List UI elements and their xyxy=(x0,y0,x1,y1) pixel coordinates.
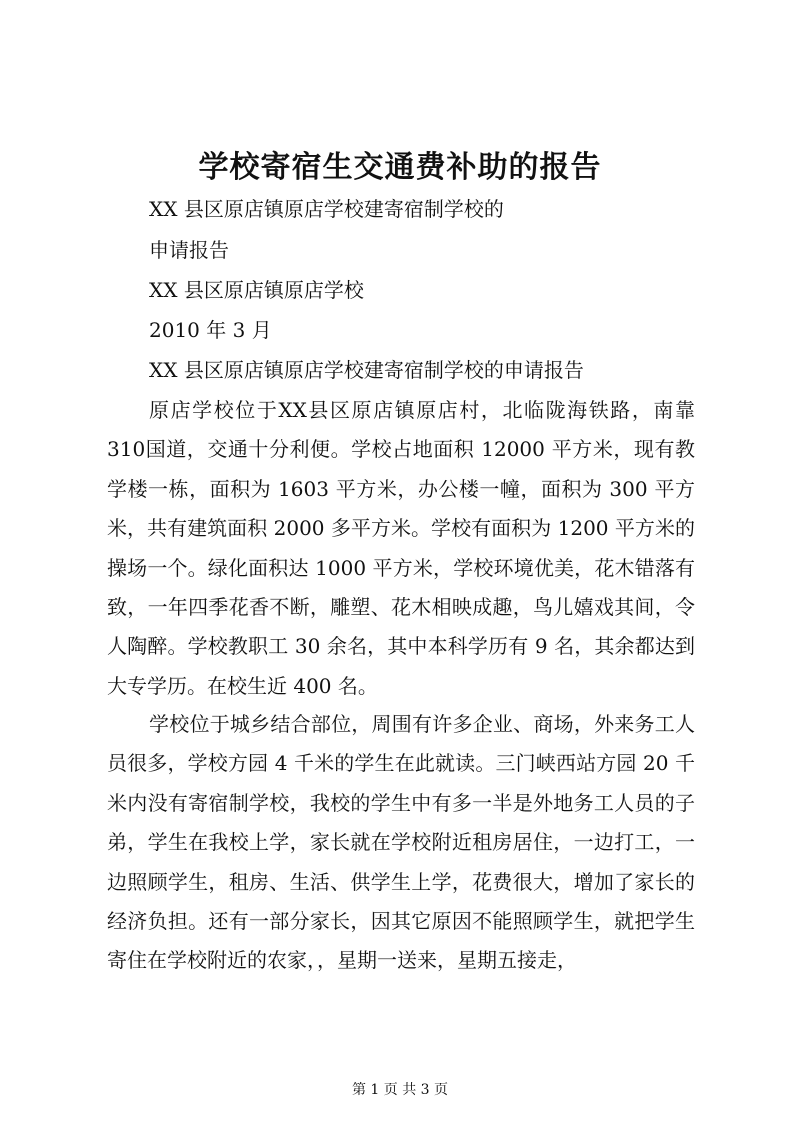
meta-line-date: 2010 年 3 月 xyxy=(149,318,272,342)
paragraph-school-overview: 原店学校位于XX县区原店镇原店村，北临陇海铁路，南靠310国道，交通十分利便。学校占地面积 12000 平方米，现有教学楼一栋，面积为 1603 平方米，办公楼一幢，面积为 300 平方米，共有建筑面积 2000 多平方米。学校有面积为 1200 平方米的操场一个。绿化面积达 1000 平方米，学校环境优美，花木错落有致，一年四季花香不断，雕塑、花木相映成趣，鸟儿嬉戏其间，令人陶醉。学校教职工 30 余名，其中本科学历有 9 名，其余都达到大专学历。在校生近 400 名。 xyxy=(107,398,695,698)
meta-line-school-name: XX 县区原店镇原店学校 xyxy=(149,278,364,302)
meta-line-heading-part1: XX 县区原店镇原店学校建寄宿制学校的 xyxy=(149,197,504,221)
paragraph-school-location: 学校位于城乡结合部位，周围有许多企业、商场，外来务工人员很多，学校方园 4 千米的学生在此就读。三门峡西站方园 20 千米内没有寄宿制学校，我校的学生中有多一半是外地务工人员的子弟，学生在我校上学，家长就在学校附近租房居住，一边打工，一边照顾学生，租房、生活、供学生上学，花费很大，增加了家长的经济负担。还有一部分家长，因其它原因不能照顾学生，就把学生寄住在学校附近的农家，，星期一送来，星期五接走， xyxy=(107,712,695,973)
meta-line-report-title: XX 县区原店镇原店学校建寄宿制学校的申请报告 xyxy=(149,358,584,382)
document-title: 学校寄宿生交通费补助的报告 xyxy=(198,150,602,185)
meta-line-heading-part2: 申请报告 xyxy=(149,238,229,262)
page-footer: 第 1 页 共 3 页 xyxy=(351,1082,449,1098)
